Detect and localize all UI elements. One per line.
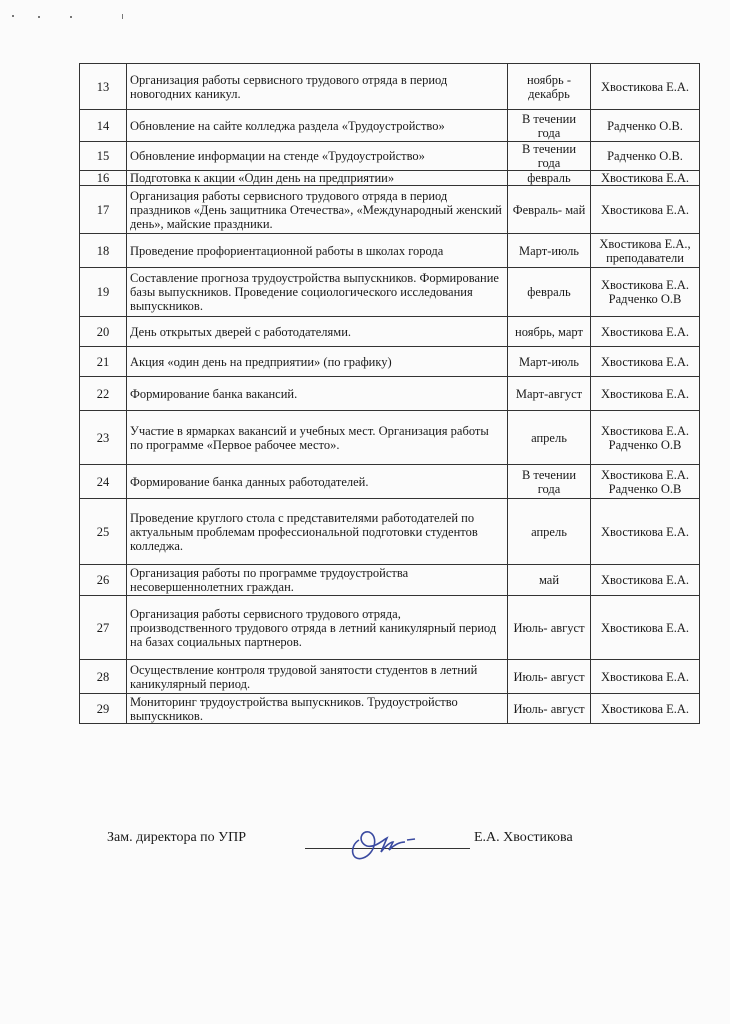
event-description: День открытых дверей с работодателями. xyxy=(127,317,508,347)
responsible-person: Хвостикова Е.А. xyxy=(591,660,700,694)
responsible-person: Хвостикова Е.А. xyxy=(591,596,700,660)
responsible-person: Хвостикова Е.А. xyxy=(591,565,700,596)
plan-table xyxy=(79,63,700,724)
event-date: апрель xyxy=(508,499,591,565)
event-date: май xyxy=(508,565,591,596)
table-row xyxy=(80,596,700,660)
table-row xyxy=(80,565,700,596)
event-date: Март-июль xyxy=(508,234,591,268)
row-number: 24 xyxy=(80,465,127,499)
table-row xyxy=(80,411,700,465)
event-description: Организация работы сервисного трудового отряда, производственного трудового отряда в летний каникулярный период на базах социальных партнеров. xyxy=(127,596,508,660)
table-row xyxy=(80,234,700,268)
table-row xyxy=(80,64,700,110)
table-row xyxy=(80,694,700,724)
event-description: Формирование банка данных работодателей. xyxy=(127,465,508,499)
responsible-person: Хвостикова Е.А. xyxy=(591,694,700,724)
event-date: ноябрь - декабрь xyxy=(508,64,591,110)
responsible-person: Хвостикова Е.А. xyxy=(591,347,700,377)
row-number: 22 xyxy=(80,377,127,411)
event-description: Обновление на сайте колледжа раздела «Трудоустройство» xyxy=(127,110,508,142)
row-number: 14 xyxy=(80,110,127,142)
event-description: Участие в ярмарках вакансий и учебных мест. Организация работы по программе «Первое рабочее место». xyxy=(127,411,508,465)
table-row xyxy=(80,465,700,499)
event-date: ноябрь, март xyxy=(508,317,591,347)
event-description: Обновление информации на стенде «Трудоустройство» xyxy=(127,142,508,171)
event-description: Подготовка к акции «Один день на предприятии» xyxy=(127,171,508,186)
responsible-person: Хвостикова Е.А. xyxy=(591,317,700,347)
signature-mark xyxy=(345,818,425,868)
signatory-name: Е.А. Хвостикова xyxy=(474,830,573,845)
responsible-person: Хвостикова Е.А. xyxy=(591,377,700,411)
row-number: 17 xyxy=(80,186,127,234)
event-description: Организация работы по программе трудоустройства несовершеннолетних граждан. xyxy=(127,565,508,596)
event-description: Организация работы сервисного трудового отряда в период праздников «День защитника Отечества», «Международный женский день», майские праздники. xyxy=(127,186,508,234)
row-number: 25 xyxy=(80,499,127,565)
table-row xyxy=(80,377,700,411)
responsible-person: Хвостикова Е.А. xyxy=(591,499,700,565)
table-row xyxy=(80,268,700,317)
row-number: 19 xyxy=(80,268,127,317)
responsible-person: Хвостикова Е.А. xyxy=(591,171,700,186)
event-description: Проведение профориентационной работы в школах города xyxy=(127,234,508,268)
responsible-person: Радченко О.В. xyxy=(591,110,700,142)
row-number: 21 xyxy=(80,347,127,377)
table-row xyxy=(80,347,700,377)
table-row xyxy=(80,660,700,694)
event-description: Организация работы сервисного трудового отряда в период новогодних каникул. xyxy=(127,64,508,110)
event-date: Февраль- май xyxy=(508,186,591,234)
responsible-person: Хвостикова Е.А. Радченко О.В xyxy=(591,411,700,465)
event-description: Мониторинг трудоустройства выпускников. Трудоустройство выпускников. xyxy=(127,694,508,724)
table-row xyxy=(80,186,700,234)
row-number: 29 xyxy=(80,694,127,724)
event-date: В течении года xyxy=(508,465,591,499)
event-description: Проведение круглого стола с представителями работодателей по актуальным проблемам профессиональной подготовки студентов колледжа. xyxy=(127,499,508,565)
event-date: апрель xyxy=(508,411,591,465)
row-number: 23 xyxy=(80,411,127,465)
event-date: В течении года xyxy=(508,142,591,171)
table-body xyxy=(80,64,700,724)
event-description: Составление прогноза трудоустройства выпускников. Формирование базы выпускников. Проведение социологического исследования выпускников. xyxy=(127,268,508,317)
event-date: Июль- август xyxy=(508,660,591,694)
responsible-person: Хвостикова Е.А. xyxy=(591,64,700,110)
table-row xyxy=(80,110,700,142)
scan-speck xyxy=(122,14,123,19)
signatory-position: Зам. директора по УПР xyxy=(107,830,246,845)
row-number: 13 xyxy=(80,64,127,110)
table-row xyxy=(80,142,700,171)
scan-speck xyxy=(12,15,14,17)
row-number: 27 xyxy=(80,596,127,660)
event-date: февраль xyxy=(508,268,591,317)
row-number: 28 xyxy=(80,660,127,694)
event-date: Март-август xyxy=(508,377,591,411)
scan-speck xyxy=(38,16,40,18)
event-date: В течении года xyxy=(508,110,591,142)
row-number: 16 xyxy=(80,171,127,186)
responsible-person: Радченко О.В. xyxy=(591,142,700,171)
row-number: 15 xyxy=(80,142,127,171)
row-number: 20 xyxy=(80,317,127,347)
responsible-person: Хвостикова Е.А., преподаватели xyxy=(591,234,700,268)
event-date: февраль xyxy=(508,171,591,186)
responsible-person: Хвостикова Е.А. xyxy=(591,186,700,234)
responsible-person: Хвостикова Е.А. Радченко О.В xyxy=(591,268,700,317)
table-row xyxy=(80,317,700,347)
row-number: 26 xyxy=(80,565,127,596)
event-description: Акция «один день на предприятии» (по графику) xyxy=(127,347,508,377)
table-row xyxy=(80,499,700,565)
scan-speck xyxy=(70,16,72,18)
table-row xyxy=(80,171,700,186)
event-description: Формирование банка вакансий. xyxy=(127,377,508,411)
responsible-person: Хвостикова Е.А. Радченко О.В xyxy=(591,465,700,499)
event-description: Осуществление контроля трудовой занятости студентов в летний каникулярный период. xyxy=(127,660,508,694)
event-date: Июль- август xyxy=(508,596,591,660)
event-date: Март-июль xyxy=(508,347,591,377)
row-number: 18 xyxy=(80,234,127,268)
event-date: Июль- август xyxy=(508,694,591,724)
